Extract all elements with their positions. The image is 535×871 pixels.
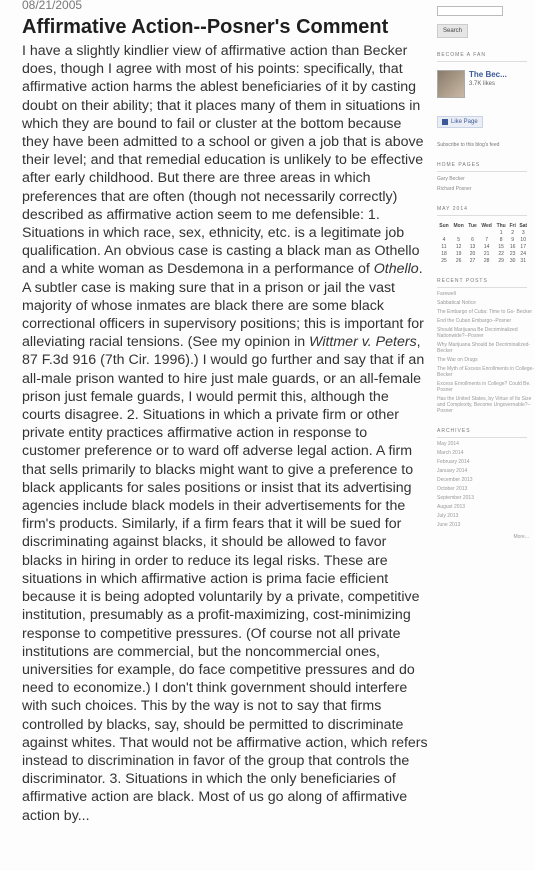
cal-cell: 11	[441, 243, 447, 250]
subscribe-link[interactable]: Subscribe to this blog's feed	[437, 142, 500, 148]
fan-avatar[interactable]	[437, 70, 465, 98]
recent-posts-heading: RECENT POSTS	[437, 278, 527, 288]
archive-link[interactable]: February 2014	[437, 459, 470, 465]
recent-post-link[interactable]: Excess Enrollments in College? Could Be. Posner	[437, 381, 531, 393]
archive-link[interactable]: March 2014	[437, 450, 464, 456]
archive-link[interactable]: May 2014	[437, 441, 459, 447]
cal-cell	[437, 229, 451, 236]
calendar-row	[437, 236, 529, 243]
post-text-2: . A subtler case is making sure that in a prison or jail the vast majority of whose inmates are black there are some black correctional officers in supervisory positions; this is important for alleviating racial tensions. (See my opinion in	[22, 261, 424, 351]
cal-day-name: Thu	[496, 222, 506, 229]
recent-post-link[interactable]: Farewell	[437, 291, 456, 297]
cal-cell: 4	[442, 236, 446, 243]
post-text-1: I have a slightly kindlier view of affirmative action than Becker does, though I agree with most of his points: specifically, that affirmative action harms the ablest beneficiaries of it by casting doubt on their ability; that it places many of them in situations in which they are bound to fail or cluster at the bottom because they have been admitted to a school or given a job that is above their level; and that remedial education is unlikely to be effective after early childhood. But there are three areas in which preferences that are often (though not necessarily correctly) described as affirmative action seem to me defensible: 1. Situations in which race, sex, ethnicity, etc. is a legitimate job qualification. An obvious case is casting a black man as Othello and a white woman as Desdemona in a performance of	[22, 43, 424, 278]
cal-cell: 27	[469, 257, 476, 264]
cal-cell: 22	[498, 250, 504, 257]
recent-post-link[interactable]: Has the United States, by Virtue of Its Size and Complexity, Become Ungovernable?--Posner	[437, 396, 532, 414]
cal-cell: 18	[441, 250, 447, 257]
more-archives-link[interactable]: More...	[513, 534, 529, 540]
post-body	[22, 42, 428, 825]
home-links	[437, 176, 535, 192]
cal-cell: 8	[499, 236, 503, 243]
cal-cell: 23	[509, 250, 516, 257]
home-link-becker[interactable]: Gary Becker	[437, 176, 465, 182]
like-page-label: Like Page	[451, 119, 478, 125]
cal-cell: 24	[520, 250, 526, 257]
cal-cell: 6	[471, 236, 474, 243]
home-pages-heading: HOME PAGES	[437, 162, 527, 172]
search-button[interactable]: Search	[437, 24, 468, 38]
post-italic-case: Wittmer v. Peters	[309, 334, 417, 351]
cal-day-name: Sat	[519, 222, 528, 229]
cal-day-name: Tue	[468, 222, 477, 229]
post-date: 08/21/2005	[22, 0, 83, 12]
cal-cell: 2	[511, 229, 515, 236]
calendar-heading: MAY 2014	[437, 206, 527, 216]
archive-link[interactable]: September 2013	[437, 495, 474, 501]
recent-post-link[interactable]: The War on Drugs	[437, 357, 478, 363]
cal-day-name: Sun	[439, 222, 449, 229]
cal-cell: 1	[499, 229, 503, 236]
post-title[interactable]: Affirmative Action--Posner's Comment	[22, 16, 389, 38]
calendar-row	[437, 250, 529, 257]
fan-box	[437, 70, 535, 98]
recent-post-link[interactable]: Sabbatical Notice	[437, 300, 476, 306]
home-link-posner[interactable]: Richard Posner	[437, 186, 472, 192]
cal-cell: 3	[521, 229, 525, 236]
archives-heading: ARCHIVES	[437, 428, 527, 438]
post-italic-othello: Othello	[373, 261, 419, 278]
archive-link[interactable]: July 2013	[437, 513, 459, 519]
calendar-row	[437, 229, 529, 236]
sidebar	[437, 0, 535, 871]
cal-cell: 15	[498, 243, 504, 250]
cal-cell: 14	[483, 243, 490, 250]
cal-cell: 28	[483, 257, 490, 264]
recent-post-link[interactable]: The Myth of Excess Enrollments in College-Becker	[437, 366, 534, 378]
cal-cell: 13	[469, 243, 476, 250]
cal-cell: 17	[520, 243, 526, 250]
fan-likes: 3.7K likes	[469, 81, 496, 87]
cal-cell: 19	[455, 250, 462, 257]
cal-cell: 12	[455, 243, 462, 250]
archive-link[interactable]: August 2013	[437, 504, 466, 510]
cal-day-name: Mon	[453, 222, 464, 229]
search-input[interactable]	[437, 6, 503, 16]
cal-cell: 25	[441, 257, 447, 264]
archive-link[interactable]: June 2013	[437, 522, 461, 528]
like-page-button[interactable]	[437, 116, 483, 128]
calendar-row	[437, 243, 529, 250]
cal-cell: 5	[457, 236, 460, 243]
cal-cell: 29	[498, 257, 504, 264]
cal-cell: 16	[509, 243, 516, 250]
post-text-3: , 87 F.3d 916 (7th Cir. 1996).) I would go further and say that if an all-male prison wanted to hire just male guards, or an all-female prison just female guards, I would permit this, although the courts disagree. 2. Situations in which a private firm or other private entity practices affirmative action in response to customer preference or to ward off adverse legal action. A firm that sells primarily to blacks might want to give a preference to black applicants for sales positions or insist that its advertising agencies include black models in their advertisements for the firm's products. Similarly, if a firm fears that it will be sued for discriminating against blacks, it should be allowed to favor blacks in hiring in order to reduce its legal risks. These are situations in which affirmative action is prima facie efficient because it is being adopted voluntarily by a private, competitive institution, presumably as a profit-maximizing, cost-minimizing response to competitive pressures. (Of course not all private institutions are commercial, but the noncommercial ones, universities for example, do face competitive pressures and do need to economize.) I don't think government should interfere with such choices. This by the way is not to say that firms controlled by blacks, say, should be permitted to discriminate against whites. That would not be affirmative action, which refers instead to discrimination in favor of the group that controls the discriminator. 3. Situations in which the only beneficiaries of affirmative action are black. Most of us go along of affirmative action by...	[22, 334, 428, 824]
cal-day-name: Fri	[509, 222, 516, 229]
fan-info	[469, 70, 507, 98]
cal-cell: 31	[520, 257, 526, 264]
recent-posts-list	[437, 291, 535, 414]
calendar-row	[437, 257, 529, 264]
recent-post-link[interactable]: End the Cuban Embargo--Posner	[437, 318, 512, 324]
archive-link[interactable]: December 2013	[437, 477, 473, 483]
calendar	[437, 222, 529, 264]
archives-list	[437, 441, 535, 528]
recent-post-link[interactable]: Should Marijuana Be Decriminalized Nationwide?--Posner	[437, 327, 518, 339]
cal-cell: 10	[520, 236, 526, 243]
recent-post-link[interactable]: Why Marijuana Should be Decriminalized- Becker	[437, 342, 531, 354]
cal-cell	[479, 229, 495, 236]
cal-cell: 30	[509, 257, 516, 264]
cal-day-name: Wed	[481, 222, 492, 229]
archive-link[interactable]: October 2013	[437, 486, 468, 492]
cal-cell: 21	[483, 250, 490, 257]
become-fan-heading: BECOME A FAN	[437, 52, 527, 62]
cal-cell: 7	[485, 236, 489, 243]
recent-post-link[interactable]: The Embargo of Cuba: Time to Go- Becker	[437, 309, 533, 315]
fan-page-link[interactable]: The Bec...	[469, 70, 507, 79]
cal-cell: 20	[469, 250, 476, 257]
cal-cell: 9	[511, 236, 515, 243]
facebook-icon	[442, 119, 448, 125]
archive-link[interactable]: January 2014	[437, 468, 468, 474]
calendar-header-row	[437, 222, 529, 229]
cal-cell	[466, 229, 479, 236]
cal-cell: 26	[455, 257, 462, 264]
cal-cell	[451, 229, 466, 236]
